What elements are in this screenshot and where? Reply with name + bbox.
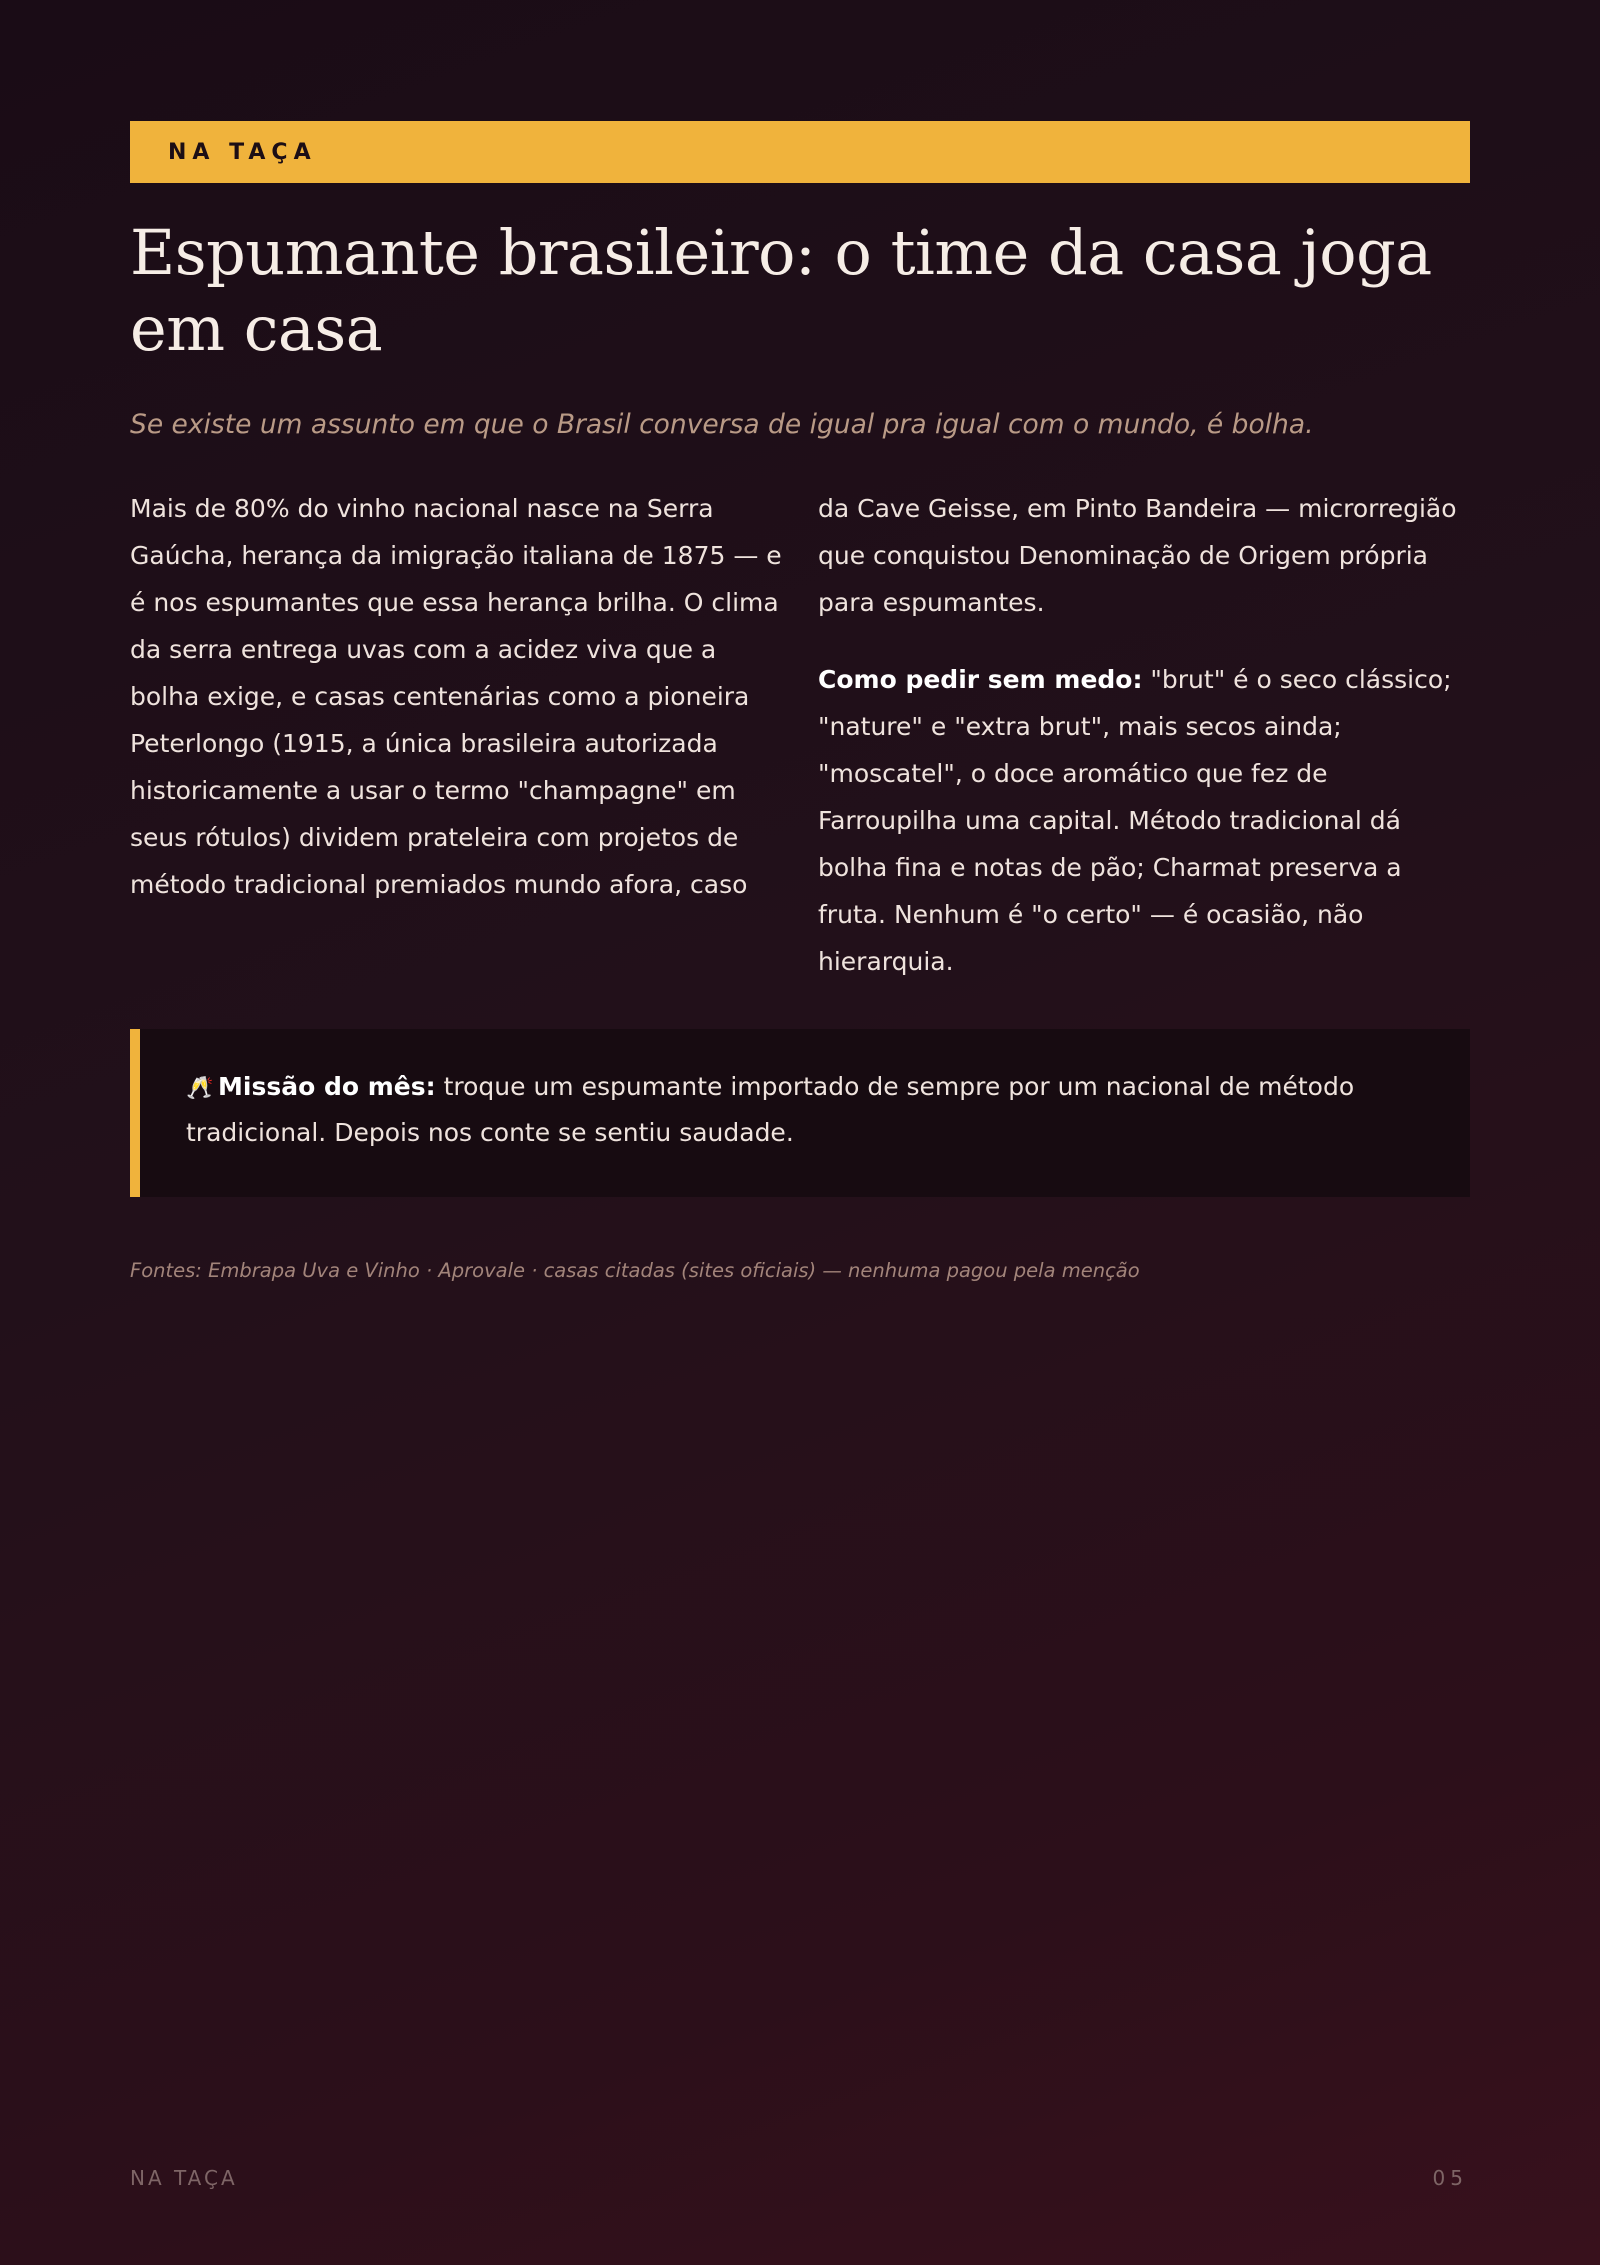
- mission-callout: [130, 1029, 1470, 1197]
- tip-paragraph: [818, 656, 1470, 985]
- body-column-left: [130, 485, 782, 985]
- footer-section-label: NA TAÇA: [130, 2166, 238, 2190]
- champagne-glasses-icon: 🥂: [186, 1076, 214, 1101]
- tip-label: Como pedir sem medo:: [818, 665, 1143, 694]
- tip-text: "brut" é o seco clássico; "nature" e "extra brut", mais secos ainda; "moscatel", o doce aromático que fez de Farroupilha uma capital. Método tradicional dá bolha fina e notas de pão; Charmat preserva a fruta. Nenhum é "o certo" — é ocasião, não hierarquia.: [818, 665, 1452, 976]
- article-title: Espumante brasileiro: o time da casa joga em casa: [130, 216, 1432, 365]
- sources-note: Fontes: Embrapa Uva e Vinho · Aprovale · casas citadas (sites oficiais) — nenhuma pagou pela menção: [130, 1259, 1140, 1282]
- section-kicker-bar: [130, 121, 1470, 183]
- mission-label: Missão do mês:: [218, 1072, 436, 1101]
- body-paragraph: da Cave Geisse, em Pinto Bandeira — microrregião que conquistou Denominação de Origem própria para espumantes.: [818, 494, 1457, 617]
- mission-text: troque um espumante importado de sempre por um nacional de método tradicional. Depois nos conte se sentiu saudade.: [186, 1072, 1355, 1147]
- page-number: 05: [1432, 2166, 1468, 2190]
- body-paragraph: Mais de 80% do vinho nacional nasce na Serra Gaúcha, herança da imigração italiana de 1875 — e é nos espumantes que essa herança brilha. O clima da serra entrega uvas com a acidez viva que a bolha exige, e casas centenárias como a pioneira Peterlongo (1915, a única brasileira autorizada historicamente a usar o termo "champagne" em seus rótulos) dividem prateleira com projetos de método tradicional premiados mundo afora, caso: [130, 494, 782, 899]
- section-kicker: NA TAÇA: [168, 139, 317, 165]
- article-body: [130, 485, 1470, 985]
- article-subtitle: Se existe um assunto em que o Brasil conversa de igual pra igual com o mundo, é bolha.: [130, 409, 1314, 440]
- body-column-right: [818, 485, 1470, 985]
- article: [130, 121, 1470, 1282]
